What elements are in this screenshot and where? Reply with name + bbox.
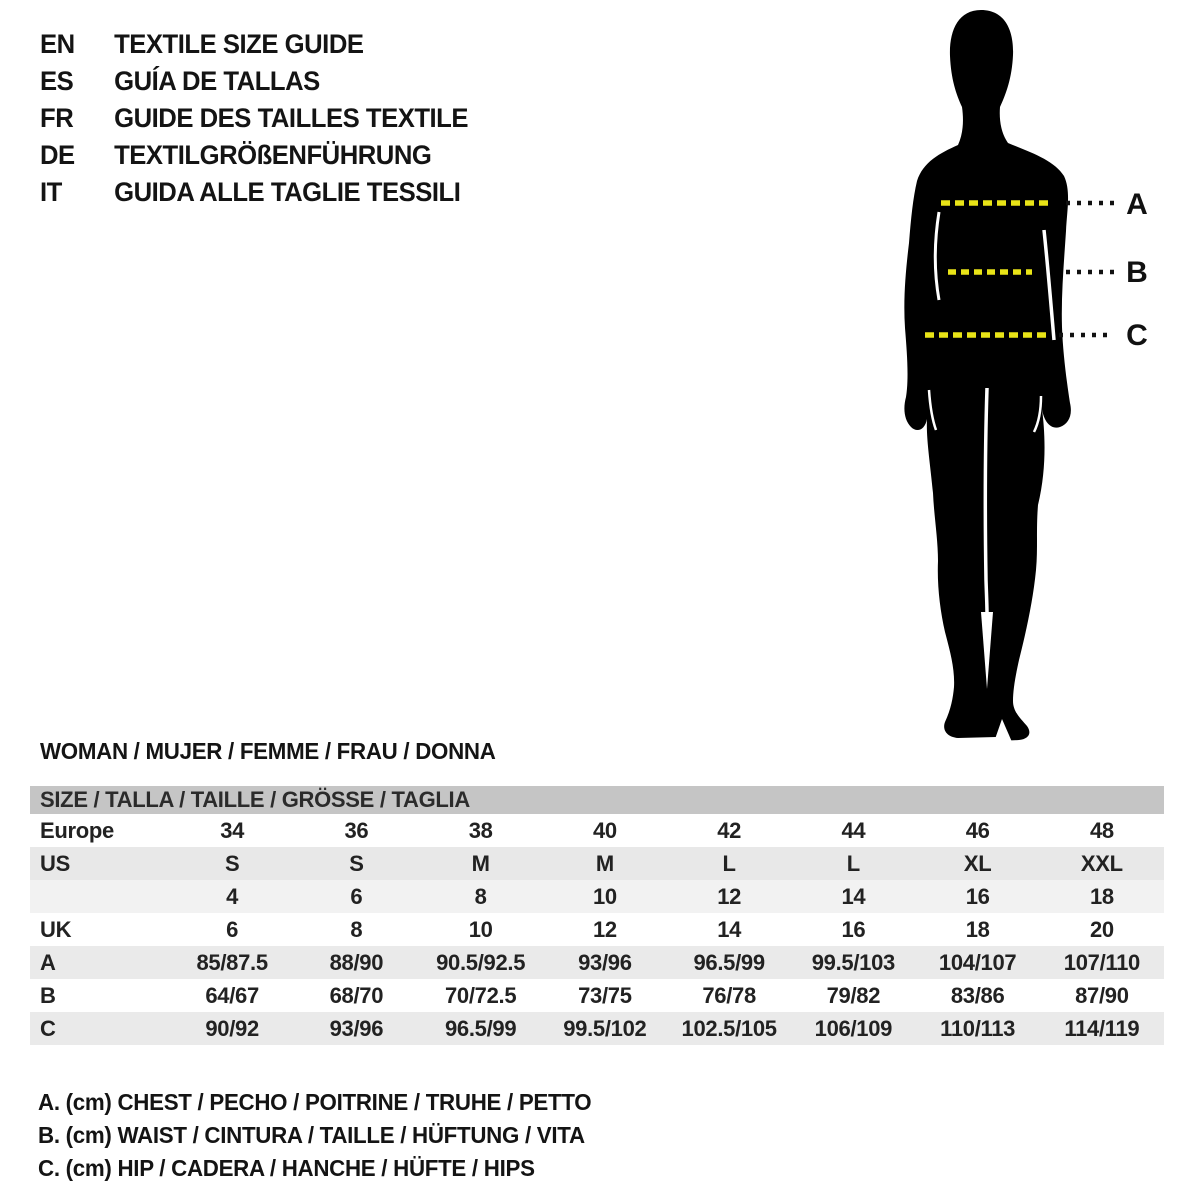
size-cell: 88/90 bbox=[329, 949, 384, 975]
size-cell: 96.5/99 bbox=[693, 949, 765, 975]
size-cell: 106/109 bbox=[814, 1015, 893, 1041]
size-cell: 48 bbox=[1089, 817, 1114, 843]
size-cell: 42 bbox=[717, 817, 742, 843]
size-table-row-c bbox=[30, 1012, 1164, 1045]
size-cell: 107/110 bbox=[1063, 949, 1140, 975]
row-label: UK bbox=[40, 916, 72, 942]
marker-label-chest: A bbox=[1126, 188, 1148, 221]
size-cell: 18 bbox=[1089, 883, 1114, 909]
size-cell: 16 bbox=[841, 916, 866, 942]
size-cell: 90.5/92.5 bbox=[436, 949, 526, 975]
gender-section-title: WOMAN / MUJER / FEMME / FRAU / DONNA bbox=[40, 738, 496, 764]
size-cell: 10 bbox=[592, 883, 617, 909]
size-table-row-b bbox=[30, 979, 1164, 1012]
size-table-row-europe bbox=[30, 814, 1164, 847]
guide-title-text: GUIDE DES TAILLES TEXTILE bbox=[114, 103, 469, 133]
guide-title-text: GUÍA DE TALLAS bbox=[114, 66, 320, 96]
size-cell: 46 bbox=[965, 817, 990, 843]
size-cell: 87/90 bbox=[1075, 982, 1129, 1008]
language-row-es bbox=[40, 63, 468, 100]
size-cell: 85/87.5 bbox=[196, 949, 268, 975]
language-row-en bbox=[40, 26, 468, 63]
row-label: A bbox=[40, 949, 56, 975]
size-cell: 99.5/103 bbox=[811, 949, 895, 975]
size-cell: 114/119 bbox=[1064, 1015, 1140, 1041]
size-cell: L bbox=[846, 850, 860, 876]
row-label bbox=[30, 880, 170, 913]
language-row-de bbox=[40, 137, 468, 174]
language-code: EN bbox=[40, 29, 75, 59]
size-cell: 34 bbox=[220, 817, 245, 843]
size-cell: S bbox=[349, 850, 364, 876]
size-cell: XL bbox=[963, 850, 992, 876]
legend-line-chest: A. (cm) CHEST / PECHO / POITRINE / TRUHE / PETTO bbox=[38, 1089, 592, 1115]
woman-silhouette-figure bbox=[880, 0, 1170, 760]
size-cell: 102.5/105 bbox=[681, 1015, 777, 1041]
size-cell: 16 bbox=[965, 883, 990, 909]
size-cell: 44 bbox=[841, 817, 866, 843]
size-cell: 8 bbox=[350, 916, 363, 942]
size-cell: 14 bbox=[717, 916, 742, 942]
row-label: US bbox=[40, 850, 70, 876]
size-table bbox=[30, 786, 1164, 1045]
row-label: Europe bbox=[40, 817, 114, 843]
guide-title-text: TEXTILGRÖßENFÜHRUNG bbox=[114, 140, 432, 170]
size-cell: 79/82 bbox=[826, 982, 881, 1008]
size-cell: 6 bbox=[226, 916, 239, 942]
language-code: DE bbox=[40, 140, 75, 170]
size-cell: 6 bbox=[350, 883, 363, 909]
size-cell: XXL bbox=[1080, 850, 1123, 876]
language-code: FR bbox=[40, 103, 74, 133]
language-code: ES bbox=[40, 66, 74, 96]
language-code: IT bbox=[40, 177, 62, 207]
size-cell: 93/96 bbox=[329, 1015, 384, 1041]
size-cell: 38 bbox=[468, 817, 493, 843]
size-cell: 110/113 bbox=[940, 1015, 1016, 1041]
size-cell: 90/92 bbox=[205, 1015, 259, 1041]
size-cell: 14 bbox=[841, 883, 866, 909]
size-cell: 12 bbox=[592, 916, 617, 942]
size-cell: 83/86 bbox=[950, 982, 1005, 1008]
language-row-it bbox=[40, 174, 468, 211]
row-label: B bbox=[40, 982, 56, 1008]
marker-label-waist: B bbox=[1126, 256, 1148, 289]
size-cell: 99.5/102 bbox=[563, 1015, 647, 1041]
size-table-row-us-numeric bbox=[30, 880, 1164, 913]
woman-silhouette bbox=[880, 0, 1170, 760]
size-cell: M bbox=[471, 850, 490, 876]
size-cell: M bbox=[595, 850, 614, 876]
size-table-header-row bbox=[30, 786, 1164, 814]
measurement-legend bbox=[38, 1086, 591, 1185]
size-cell: L bbox=[722, 850, 736, 876]
size-cell: 68/70 bbox=[329, 982, 384, 1008]
size-cell: 12 bbox=[717, 883, 742, 909]
legend-line-hip: C. (cm) HIP / CADERA / HANCHE / HÜFTE / HIPS bbox=[38, 1155, 535, 1181]
size-cell: 104/107 bbox=[938, 949, 1017, 975]
size-cell: 4 bbox=[226, 883, 239, 909]
size-cell: 36 bbox=[344, 817, 369, 843]
legend-line-waist: B. (cm) WAIST / CINTURA / TAILLE / HÜFTUNG / VITA bbox=[38, 1122, 585, 1148]
row-label: C bbox=[40, 1015, 56, 1041]
language-title-list bbox=[40, 26, 468, 211]
size-table-header: SIZE / TALLA / TAILLE / GRÖSSE / TAGLIA bbox=[30, 786, 1164, 814]
size-cell: 8 bbox=[474, 883, 487, 909]
size-table-row-us bbox=[30, 847, 1164, 880]
size-cell: 18 bbox=[965, 916, 990, 942]
size-cell: 40 bbox=[592, 817, 617, 843]
size-cell: S bbox=[224, 850, 240, 876]
guide-title-text: GUIDA ALLE TAGLIE TESSILI bbox=[114, 177, 461, 207]
size-cell: 64/67 bbox=[205, 982, 259, 1008]
size-cell: 93/96 bbox=[578, 949, 632, 975]
size-cell: 70/72.5 bbox=[444, 982, 517, 1008]
between-legs-gap bbox=[985, 388, 987, 614]
marker-label-hip: C bbox=[1126, 319, 1148, 352]
size-cell: 20 bbox=[1089, 916, 1114, 942]
guide-title-text: TEXTILE SIZE GUIDE bbox=[114, 29, 364, 59]
language-row-fr bbox=[40, 100, 468, 137]
size-table-row-a bbox=[30, 946, 1164, 979]
size-table-row-uk bbox=[30, 913, 1164, 946]
size-cell: 76/78 bbox=[702, 982, 756, 1008]
size-cell: 10 bbox=[468, 916, 493, 942]
size-cell: 96.5/99 bbox=[444, 1015, 517, 1041]
size-cell: 73/75 bbox=[578, 982, 632, 1008]
